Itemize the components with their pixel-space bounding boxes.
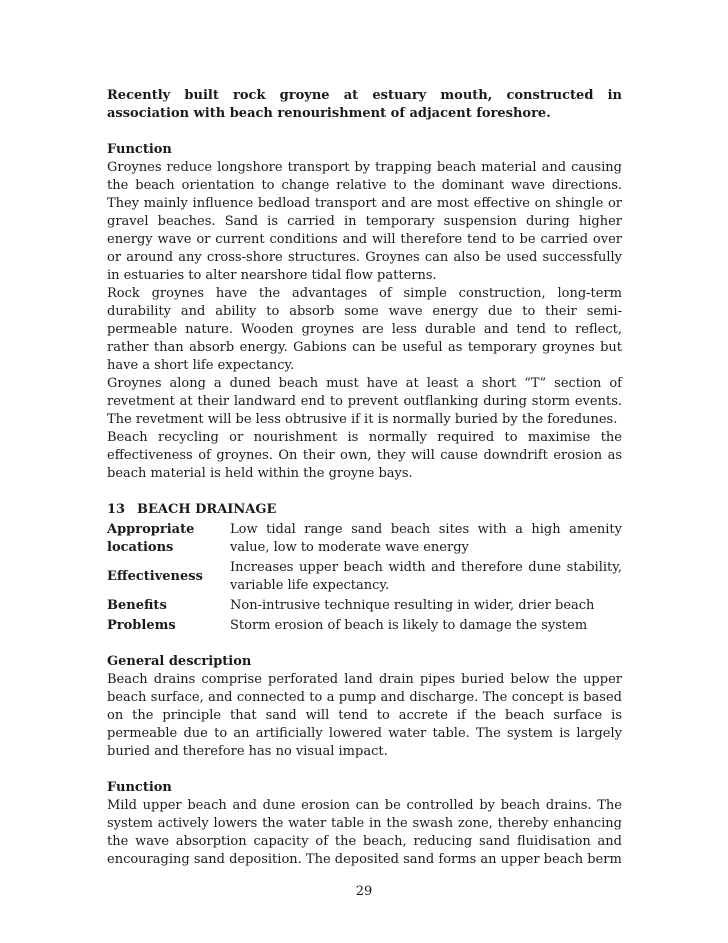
summary-value: Low tidal range sand beach sites with a high amenity value, low to moderate wave energy	[230, 522, 622, 555]
summary-value: Storm erosion of beach is likely to damage the system	[230, 618, 588, 633]
summary-label: Problems	[107, 618, 176, 633]
summary-row	[107, 521, 622, 557]
summary-row	[107, 557, 622, 595]
summary-label: Appropriate locations	[107, 522, 195, 555]
summary-label: Benefits	[107, 598, 167, 613]
spacer	[107, 635, 622, 653]
general-description-heading: General description	[107, 654, 252, 669]
spacer	[107, 483, 622, 501]
function-heading: Function	[107, 142, 172, 157]
section-number: 13	[107, 502, 126, 517]
function-paragraph-4: Beach recycling or nourishment is normally required to maximise the effectiveness of groynes. On their own, they will cause downdrift erosion as beach material is held within the groyne bays.	[107, 430, 622, 481]
summary-value: Increases upper beach width and therefore dune stability, variable life expectancy.	[230, 560, 622, 593]
function-paragraph-drains: Mild upper beach and dune erosion can be controlled by beach drains. The system actively lowers the water table in the swash zone, thereby enhancing the wave absorption capacity of the beach, reducing sand fluidisation and encouraging sand deposition. The deposited sand forms an upper beach berm	[107, 798, 622, 867]
spacer	[107, 123, 622, 141]
function-paragraph-3: Groynes along a duned beach must have at least a short “T” section of revetment at their landward end to prevent outflanking during storm events. The revetment will be less obtrusive if it is normally buried by the foredunes.	[107, 376, 622, 427]
summary-row	[107, 595, 622, 615]
summary-label: Effectiveness	[107, 569, 203, 584]
summary-table	[107, 521, 622, 635]
page-number: 29	[355, 884, 373, 899]
general-description-paragraph: Beach drains comprise perforated land drain pipes buried below the upper beach surface, and connected to a pump and discharge. The concept is based on the principle that sand will tend to accrete if the beach surface is permeable due to an artificially lowered water table. The system is largely buried and therefore has no visual impact.	[107, 672, 622, 759]
page-content	[107, 87, 622, 869]
summary-row	[107, 615, 622, 635]
function-heading-2: Function	[107, 780, 172, 795]
photo-caption: Recently built rock groyne at estuary mouth, constructed in association with beach renourishment of adjacent foreshore.	[107, 88, 622, 121]
function-paragraph-1: Groynes reduce longshore transport by trapping beach material and causing the beach orientation to change relative to the dominant wave directions. They mainly influence bedload transport and are most effective on shingle or gravel beaches. Sand is carried in temporary suspension during higher energy wave or current conditions and will therefore tend to be carried over or around any cross-shore structures. Groynes can also be used successfully in estuaries to alter nearshore tidal flow patterns.	[107, 160, 622, 283]
section-heading	[107, 501, 622, 519]
spacer	[107, 761, 622, 779]
section-title: BEACH DRAINAGE	[137, 502, 277, 517]
function-paragraph-2: Rock groynes have the advantages of simple construction, long-term durability and ability to absorb some wave energy due to their semi-permeable nature. Wooden groynes are less durable and tend to reflect, rather than absorb energy. Gabions can be useful as temporary groynes but have a short life expectancy.	[107, 286, 622, 373]
summary-value: Non-intrusive technique resulting in wider, drier beach	[230, 598, 595, 613]
